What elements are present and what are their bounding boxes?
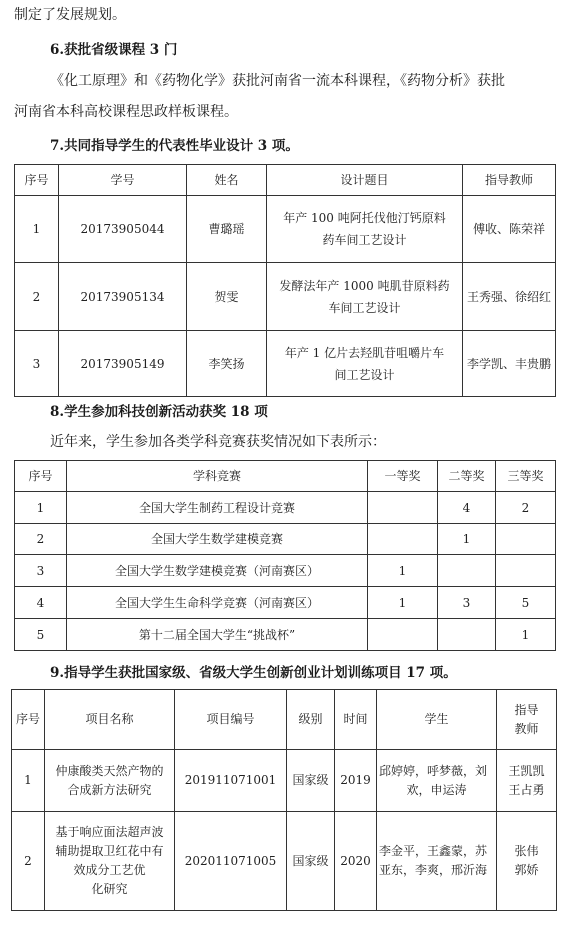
project-name-line: 辅助提取卫红花中有 [55, 844, 164, 858]
project-cell-no: 1 [12, 750, 45, 812]
competition-cell-name: 全国大学生数学建模竞赛（河南赛区） [67, 555, 368, 587]
competition-cell-first [368, 524, 438, 555]
table-row [15, 492, 556, 524]
design-cell-advisor: 王秀强、徐绍红 [463, 263, 556, 331]
design-title-line1: 年产 1 亿片去羟肌苷咀嚼片车 [284, 345, 445, 360]
competition-cell-second: 1 [438, 524, 496, 555]
competition-cell-first [368, 492, 438, 524]
design-header-name: 姓名 [187, 165, 267, 196]
section6-heading: 6.获批省级课程 3 门 [50, 42, 178, 58]
project-cell-students [377, 750, 497, 812]
project-header-name: 项目名称 [45, 690, 175, 750]
competition-cell-no: 5 [15, 619, 67, 651]
project-name-line: 效成分工艺优 [73, 863, 146, 877]
design-table [14, 164, 556, 397]
design-title-line1: 发酵法年产 1000 吨肌苷原料药 [279, 278, 450, 293]
competition-cell-no: 2 [15, 524, 67, 555]
competition-cell-name: 全国大学生数学建模竞赛 [67, 524, 368, 555]
competition-cell-no: 1 [15, 492, 67, 524]
project-header-students: 学生 [377, 690, 497, 750]
competition-cell-name: 第十二届全国大学生“挑战杯” [67, 619, 368, 651]
competition-header-first: 一等奖 [368, 461, 438, 492]
design-cell-no: 2 [15, 263, 59, 331]
table-row [15, 587, 556, 619]
project-header-code: 项目编号 [175, 690, 287, 750]
design-title-line2: 间工艺设计 [334, 367, 395, 382]
project-advisor-line: 郭娇 [514, 863, 539, 877]
design-header-title: 设计题目 [267, 165, 463, 196]
project-header-advisor-line2: 教师 [514, 721, 539, 736]
competition-cell-third: 2 [496, 492, 556, 524]
project-header-no: 序号 [12, 690, 45, 750]
project-table-header-row [12, 690, 557, 750]
competition-header-no: 序号 [15, 461, 67, 492]
competition-cell-third: 1 [496, 619, 556, 651]
design-cell-name: 曹璐瑶 [187, 196, 267, 263]
design-cell-student-id: 20173905134 [59, 263, 187, 331]
design-cell-advisor: 李学凯、丰贵鹏 [463, 331, 556, 397]
project-cell-level: 国家级 [287, 750, 335, 812]
design-cell-name: 李笑扬 [187, 331, 267, 397]
design-cell-no: 1 [15, 196, 59, 263]
project-cell-name [45, 812, 175, 911]
project-students-line: 亚东，李爽，邢沂海 [379, 863, 488, 877]
design-cell-title [267, 263, 463, 331]
design-cell-student-id: 20173905149 [59, 331, 187, 397]
project-students-line: 欢，申运涛 [406, 782, 467, 797]
project-header-level: 级别 [287, 690, 335, 750]
project-cell-no: 2 [12, 812, 45, 911]
intro-tail-text: 制定了发展规划。 [14, 7, 126, 23]
project-cell-year: 2020 [335, 812, 377, 911]
project-advisor-line: 王凯凯 [508, 763, 545, 778]
competition-cell-second [438, 555, 496, 587]
table-row [12, 750, 557, 812]
design-header-no: 序号 [15, 165, 59, 196]
section6-line2: 河南省本科高校课程思政样板课程。 [14, 104, 238, 120]
project-name-line: 合成新方法研究 [67, 782, 152, 797]
design-cell-name: 贺雯 [187, 263, 267, 331]
design-cell-advisor: 傅收、陈荣祥 [463, 196, 556, 263]
competition-cell-first: 1 [368, 587, 438, 619]
competition-cell-no: 3 [15, 555, 67, 587]
project-table [11, 689, 557, 911]
project-name-line: 基于响应面法超声波 [55, 825, 164, 839]
design-cell-title [267, 196, 463, 263]
competition-table [14, 460, 556, 651]
table-row [15, 619, 556, 651]
competition-cell-third [496, 555, 556, 587]
project-cell-code: 202011071005 [175, 812, 287, 911]
project-advisor-line: 张伟 [514, 844, 539, 858]
project-cell-advisor [497, 750, 557, 812]
competition-cell-third [496, 524, 556, 555]
table-row [15, 331, 556, 397]
competition-cell-first: 1 [368, 555, 438, 587]
project-name-line: 化研究 [91, 882, 128, 896]
project-cell-level: 国家级 [287, 812, 335, 911]
table-row [15, 263, 556, 331]
project-header-year: 时间 [335, 690, 377, 750]
design-header-student-id: 学号 [59, 165, 187, 196]
design-header-advisor: 指导教师 [463, 165, 556, 196]
competition-header-third: 三等奖 [496, 461, 556, 492]
section9-heading: 9.指导学生获批国家级、省级大学生创新创业计划训练项目 17 项。 [50, 665, 457, 681]
design-title-line2: 药车间工艺设计 [322, 233, 407, 247]
competition-header-second: 二等奖 [438, 461, 496, 492]
design-cell-no: 3 [15, 331, 59, 397]
competition-cell-name: 全国大学生生命科学竞赛（河南赛区） [67, 587, 368, 619]
section8-intro: 近年来，学生参加各类学科竞赛获奖情况如下表所示： [50, 434, 386, 450]
section6-line1: 《化工原理》和《药物化学》获批河南省一流本科课程，《药物分析》获批 [50, 73, 505, 89]
table-row [15, 555, 556, 587]
project-students-line: 李金平，王鑫蒙，苏 [379, 844, 488, 858]
design-cell-student-id: 20173905044 [59, 196, 187, 263]
design-title-line2: 车间工艺设计 [328, 300, 401, 315]
project-header-advisor-line1: 指导 [514, 702, 539, 717]
project-students-line: 邱婷婷，呼梦薇，刘 [379, 763, 488, 778]
competition-cell-no: 4 [15, 587, 67, 619]
competition-table-header-row [15, 461, 556, 492]
competition-cell-second [438, 619, 496, 651]
project-cell-name [45, 750, 175, 812]
section8-heading: 8.学生参加科技创新活动获奖 18 项 [50, 404, 268, 420]
competition-cell-third: 5 [496, 587, 556, 619]
competition-cell-second: 3 [438, 587, 496, 619]
competition-cell-name: 全国大学生制药工程设计竞赛 [67, 492, 368, 524]
project-advisor-line: 王占勇 [508, 782, 545, 797]
table-row [12, 812, 557, 911]
project-cell-advisor [497, 812, 557, 911]
competition-cell-second: 4 [438, 492, 496, 524]
project-cell-code: 201911071001 [175, 750, 287, 812]
section7-heading: 7.共同指导学生的代表性毕业设计 3 项。 [50, 138, 299, 154]
project-cell-year: 2019 [335, 750, 377, 812]
competition-cell-first [368, 619, 438, 651]
project-name-line: 仲康酸类天然产物的 [55, 763, 164, 778]
design-table-header-row [15, 165, 556, 196]
design-title-line1: 年产 100 吨阿托伐他汀钙原料 [283, 211, 446, 225]
table-row [15, 196, 556, 263]
competition-header-name: 学科竞赛 [67, 461, 368, 492]
design-cell-title [267, 331, 463, 397]
table-row [15, 524, 556, 555]
project-cell-students [377, 812, 497, 911]
project-header-advisor [497, 690, 557, 750]
